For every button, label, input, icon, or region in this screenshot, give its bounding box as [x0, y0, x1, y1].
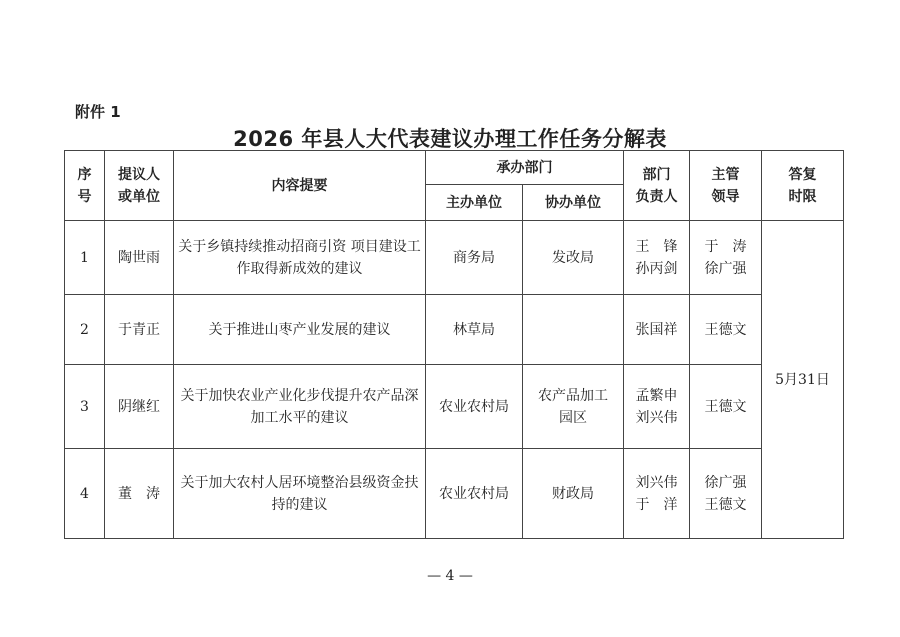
cell-dept-head: 刘兴伟 于 洋: [624, 449, 690, 539]
cell-assist-unit: 农产品加工 园区: [523, 365, 624, 449]
cell-main-unit: 农业农村局: [426, 365, 523, 449]
cell-proposer: 于青正: [105, 295, 174, 365]
header-dept-head: 部门 负责人: [624, 151, 690, 221]
document-title: 2026 年县人大代表建议办理工作任务分解表: [233, 127, 667, 151]
task-table: [64, 150, 844, 539]
cell-seq: 2: [65, 295, 105, 365]
page-number: — 4 —: [427, 568, 473, 584]
cell-content: 关于推进山枣产业发展的建议: [174, 295, 426, 365]
cell-proposer: 阴继红: [105, 365, 174, 449]
header-main-unit: 主办单位: [426, 185, 523, 221]
cell-proposer: 董 涛: [105, 449, 174, 539]
cell-main-unit: 商务局: [426, 221, 523, 295]
header-dept-group: 承办部门: [426, 151, 624, 185]
header-seq: 序 号: [65, 151, 105, 221]
header-assist-unit: 协办单位: [523, 185, 624, 221]
cell-content: 关于加快农业产业化步伐提升农产品深加工水平的建议: [174, 365, 426, 449]
cell-main-unit: 农业农村局: [426, 449, 523, 539]
cell-leader: 王德文: [690, 295, 762, 365]
cell-leader: 于 涛 徐广强: [690, 221, 762, 295]
table-row: [65, 295, 844, 365]
cell-assist-unit: 财政局: [523, 449, 624, 539]
cell-proposer: 陶世雨: [105, 221, 174, 295]
attachment-label: 附件 1: [75, 103, 121, 121]
cell-leader: 王德文: [690, 365, 762, 449]
cell-dept-head: 王 锋 孙丙剑: [624, 221, 690, 295]
cell-assist-unit: 发改局: [523, 221, 624, 295]
cell-seq: 4: [65, 449, 105, 539]
cell-deadline: 5月31日: [762, 221, 844, 539]
cell-content: 关于加大农村人居环境整治县级资金扶持的建议: [174, 449, 426, 539]
cell-assist-unit: [523, 295, 624, 365]
header-leader: 主管 领导: [690, 151, 762, 221]
header-content: 内容提要: [174, 151, 426, 221]
table-row: [65, 365, 844, 449]
cell-content: 关于乡镇持续推动招商引资 项目建设工作取得新成效的建议: [174, 221, 426, 295]
table-row: [65, 449, 844, 539]
cell-seq: 1: [65, 221, 105, 295]
header-deadline: 答复 时限: [762, 151, 844, 221]
cell-dept-head: 张国祥: [624, 295, 690, 365]
cell-dept-head: 孟繁申 刘兴伟: [624, 365, 690, 449]
cell-main-unit: 林草局: [426, 295, 523, 365]
cell-leader: 徐广强 王德文: [690, 449, 762, 539]
cell-seq: 3: [65, 365, 105, 449]
header-proposer: 提议人 或单位: [105, 151, 174, 221]
table-row: [65, 221, 844, 295]
